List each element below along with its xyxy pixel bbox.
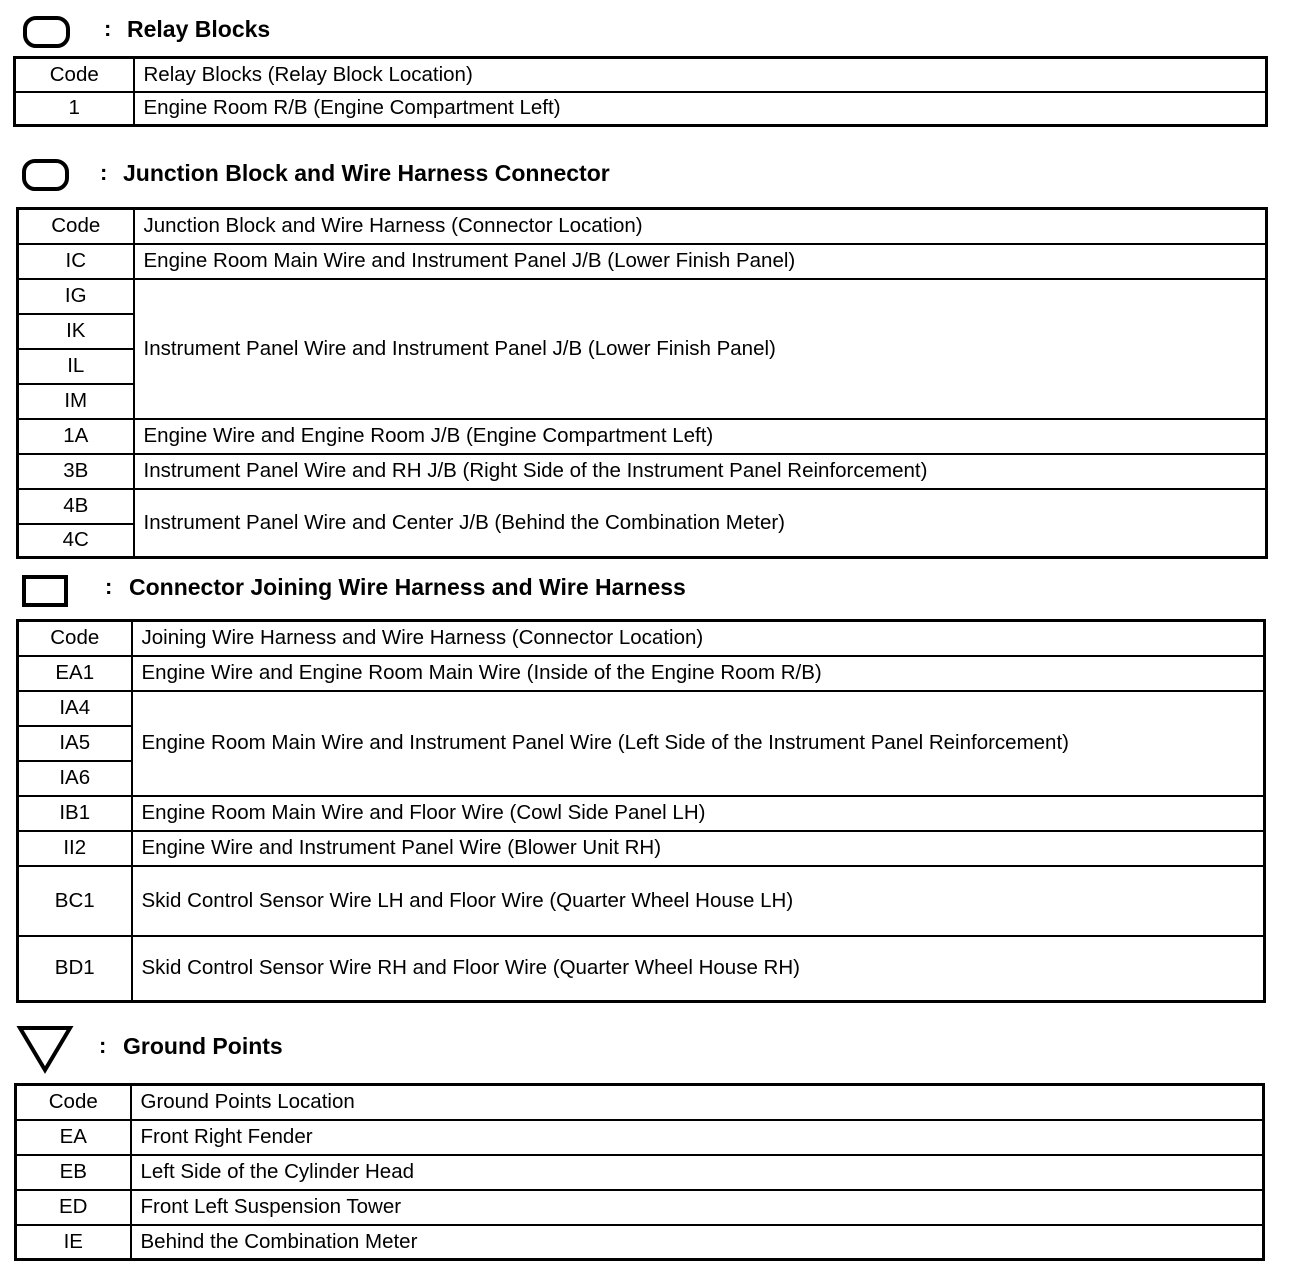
down-triangle-icon [16, 1024, 74, 1074]
code-header: Code [18, 621, 132, 656]
junction-block-table [16, 207, 1268, 559]
location-cell: Engine Room R/B (Engine Compartment Left) [134, 92, 1267, 126]
table-row [18, 656, 1265, 691]
code-header: Code [15, 58, 134, 92]
table-row [16, 1155, 1264, 1190]
location-cell: Instrument Panel Wire and RH J/B (Right Side of the Instrument Panel Reinforcement) [134, 454, 1267, 489]
location-cell: Engine Wire and Engine Room Main Wire (Inside of the Engine Room R/B) [132, 656, 1265, 691]
code-cell: 4B [18, 489, 134, 524]
location-header: Junction Block and Wire Harness (Connector Location) [134, 209, 1267, 244]
rounded-rect-icon [23, 16, 70, 48]
code-cell: 3B [18, 454, 134, 489]
location-cell: Front Right Fender [131, 1120, 1264, 1155]
location-cell: Instrument Panel Wire and Instrument Panel J/B (Lower Finish Panel) [134, 279, 1267, 419]
ground-points-table [14, 1083, 1265, 1261]
relay-blocks-table [13, 56, 1268, 127]
table-header-row [16, 1085, 1264, 1120]
code-cell: II2 [18, 831, 132, 866]
code-cell: IC [18, 244, 134, 279]
table-header-row [18, 621, 1265, 656]
location-cell: Behind the Combination Meter [131, 1225, 1264, 1260]
location-cell: Engine Room Main Wire and Floor Wire (Cowl Side Panel LH) [132, 796, 1265, 831]
location-cell: Engine Wire and Instrument Panel Wire (Blower Unit RH) [132, 831, 1265, 866]
location-cell: Left Side of the Cylinder Head [131, 1155, 1264, 1190]
location-cell: Front Left Suspension Tower [131, 1190, 1264, 1225]
code-cell: BD1 [18, 936, 132, 1002]
code-cell: EA [16, 1120, 131, 1155]
connector-joining-table [16, 619, 1266, 1003]
table-row [18, 489, 1267, 524]
location-header: Relay Blocks (Relay Block Location) [134, 58, 1267, 92]
table-row [18, 796, 1265, 831]
code-cell: IA4 [18, 691, 132, 726]
code-cell: 1A [18, 419, 134, 454]
square-icon [22, 575, 68, 607]
table-header-row [18, 209, 1267, 244]
rounded-rect-icon [22, 159, 69, 191]
location-cell: Skid Control Sensor Wire LH and Floor Wire (Quarter Wheel House LH) [132, 866, 1265, 936]
location-cell: Engine Room Main Wire and Instrument Panel J/B (Lower Finish Panel) [134, 244, 1267, 279]
table-row [18, 866, 1265, 936]
code-cell: IG [18, 279, 134, 314]
section-title: Junction Block and Wire Harness Connector [123, 160, 610, 186]
code-cell: EB [16, 1155, 131, 1190]
location-cell: Engine Wire and Engine Room J/B (Engine Compartment Left) [134, 419, 1267, 454]
table-row [16, 1190, 1264, 1225]
table-row [18, 279, 1267, 314]
location-cell: Engine Room Main Wire and Instrument Panel Wire (Left Side of the Instrument Panel Reinforcement) [132, 691, 1265, 796]
location-header: Joining Wire Harness and Wire Harness (Connector Location) [132, 621, 1265, 656]
section-title: Connector Joining Wire Harness and Wire Harness [129, 574, 686, 600]
code-cell: IA5 [18, 726, 132, 761]
table-row [18, 936, 1265, 1002]
code-cell: BC1 [18, 866, 132, 936]
heading-colon: : [104, 16, 112, 41]
table-row [16, 1225, 1264, 1260]
code-cell: IE [16, 1225, 131, 1260]
code-header: Code [16, 1085, 131, 1120]
code-cell: IB1 [18, 796, 132, 831]
table-row [18, 454, 1267, 489]
code-cell: IM [18, 384, 134, 419]
code-cell: IA6 [18, 761, 132, 796]
location-header: Ground Points Location [131, 1085, 1264, 1120]
table-row [16, 1120, 1264, 1155]
code-cell: 1 [15, 92, 134, 126]
table-row [18, 691, 1265, 726]
table-row [18, 831, 1265, 866]
table-row [15, 92, 1267, 126]
code-header: Code [18, 209, 134, 244]
table-row [18, 244, 1267, 279]
code-cell: IL [18, 349, 134, 384]
code-cell: 4C [18, 524, 134, 558]
table-row [18, 419, 1267, 454]
table-header-row [15, 58, 1267, 92]
location-cell: Instrument Panel Wire and Center J/B (Behind the Combination Meter) [134, 489, 1267, 558]
code-cell: IK [18, 314, 134, 349]
section-title: Relay Blocks [127, 16, 271, 42]
section-title: Ground Points [123, 1033, 283, 1059]
location-cell: Skid Control Sensor Wire RH and Floor Wire (Quarter Wheel House RH) [132, 936, 1265, 1002]
code-cell: EA1 [18, 656, 132, 691]
heading-colon: : [99, 1033, 107, 1058]
heading-colon: : [100, 160, 108, 185]
code-cell: ED [16, 1190, 131, 1225]
heading-colon: : [105, 574, 113, 599]
